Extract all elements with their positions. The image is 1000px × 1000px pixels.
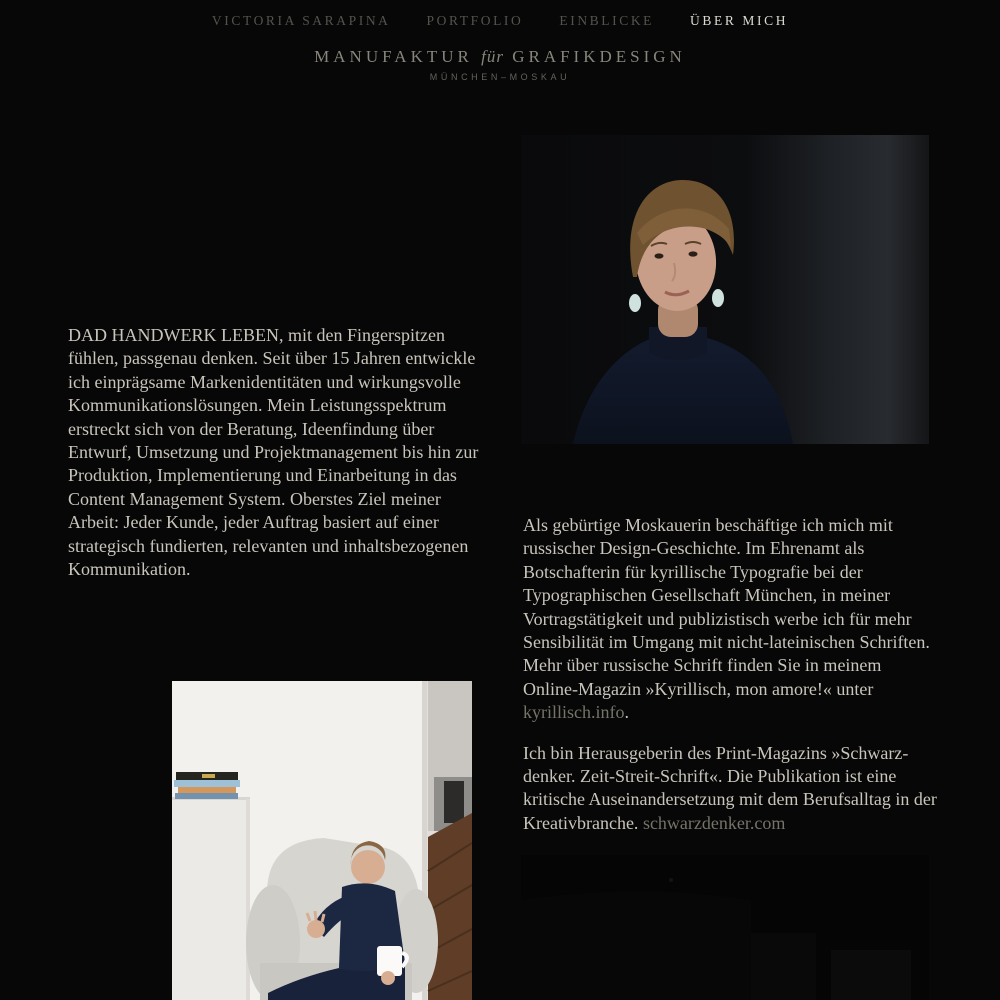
logo-word-grafikdesign: GRAFIKDESIGN [512,47,686,66]
dark-studio-photo [521,855,929,1000]
interview-photo [172,681,472,1000]
bio-paragraph-1-text: Als gebürtige Moskauerin beschäftige ich mich mit russischer Design-Geschichte. Im Ehrenamt als Botschafterin für kyrillische Typografie bei der Typographischen Gesellschaft München, in meiner Vortragstätigkeit und publizistisch werbe ich für mehr Sensibilität im Umgang mit nicht-lateinischen Schriften. Mehr über russische Schrift finden Sie in meinem Online-Magazin »Kyrillisch, mon amore!« unter [523,515,930,699]
logo-word-fuer: für [481,47,504,66]
nav-link-portfolio[interactable]: PORTFOLIO [426,13,524,28]
kyrillisch-info-link[interactable]: kyrillisch.info [523,702,625,723]
nav-link-einblicke[interactable]: EINBLICKE [559,13,655,28]
bio-paragraph-2-text: Ich bin Herausgeberin des Print-Magazins »Schwarzdenker. Zeit-Streit-Schrift«. Die Publikation ist eine kritische Auseinandersetzung mit dem Berufsalltag in der Kreativbranche. [523,742,937,833]
nav-link-victoria-sarapina[interactable]: VICTORIA SARAPINA [211,13,391,28]
portrait-photo [521,135,929,444]
site-logo[interactable] [0,47,1000,82]
bio-paragraph-1 [523,514,937,725]
logo-title [0,47,1000,67]
logo-word-manufaktur: MANUFAKTUR [314,47,473,66]
bio-paragraph-1-end: . [624,702,629,723]
bio-column [523,514,937,852]
bio-paragraph-2 [523,742,937,836]
schwarzdenker-link[interactable]: schwarzdenker.com [642,812,786,833]
nav-link-ueber-mich[interactable]: ÜBER MICH [690,13,789,28]
top-nav [0,13,1000,29]
logo-subtitle: MÜNCHEN–MOSKAU [429,72,571,82]
about-intro-paragraph: DAD HANDWERK LEBEN, mit den Fingerspitzen fühlen, passgenau denken. Seit über 15 Jahren entwickle ich einprägsame Markenidentitäten und wirkungsvolle Kommunikationslösungen. Mein Leistungsspektrum erstreckt sich von der Beratung, Ideenfindung über Entwurf, Umsetzung und Projektmanagement bis hin zur Produktion, Implementierung und Einarbeitung in das Content Management System. Oberstes Ziel meiner Arbeit: Jeder Kunde, jeder Auftrag basiert auf einer strategisch fundierten, relevanten und inhaltsbezogenen Kommunikation. [68,325,479,580]
